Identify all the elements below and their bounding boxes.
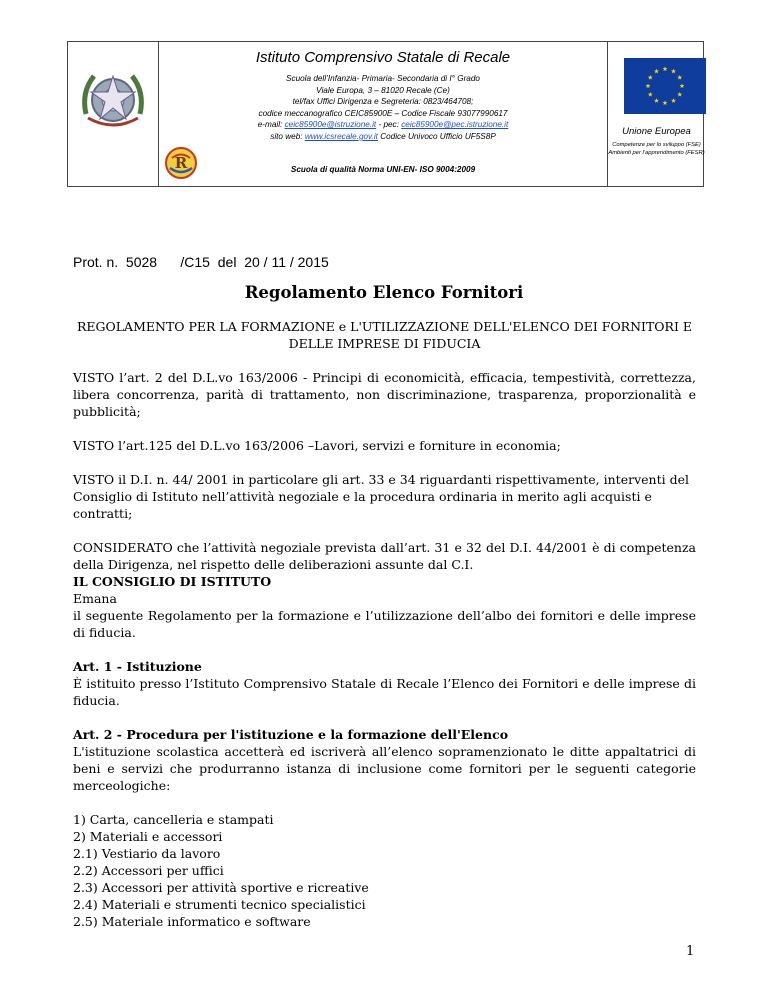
council-heading: IL CONSIGLIO DI ISTITUTO (73, 574, 272, 589)
eu-title: Unione Europea (622, 126, 691, 137)
list-item: 2.5) Materiale informatico e software (73, 914, 311, 929)
article-1-title: Art. 1 - Istituzione (73, 659, 202, 674)
email-prefix: e-mail: (257, 120, 285, 130)
document-body (73, 318, 696, 930)
web-prefix: sito web: (270, 131, 305, 141)
page-number: 1 (686, 944, 695, 959)
eu-flag-icon (624, 58, 706, 114)
eu-subtitle-line: Competenze per lo sviluppo (FSE) (612, 142, 701, 148)
document-title: Regolamento Elenco Fornitori (244, 283, 524, 302)
letterhead-left-cell (68, 42, 159, 186)
visto-paragraph-2: VISTO l’art.125 del D.L.vo 163/2006 –Lavori, servizi e forniture in economia; (73, 438, 561, 453)
pec-link[interactable]: ceic85900e@pec.istruzione.it (401, 120, 509, 130)
details-line: tel/fax Uffici Dirigenza e Segreteria: 0823/464708; (292, 97, 474, 107)
email-link[interactable]: ceic85900e@istruzione.it (284, 120, 377, 130)
letterhead-right-cell (607, 42, 705, 186)
details-line: Scuola dell’Infanzia- Primaria- Secondaria di I° Grado (286, 74, 480, 83)
website-link[interactable]: www.icsrecale.gov.it (304, 131, 378, 141)
contact-line (159, 119, 607, 131)
list-item: 2) Materiali e accessori (73, 829, 223, 844)
office-code: Codice Univoco Ufficio UF5S8P (377, 131, 496, 141)
emana-text: il seguente Regolamento per la formazione e l’utilizzazione dell’albo dei fornitori e delle imprese di fiducia. (73, 608, 696, 640)
eu-subtitle-line: Ambienti per l’apprendimento (FESR) (608, 150, 705, 156)
considerato-paragraph: CONSIDERATO che l’attività negoziale prevista dall’art. 31 e 32 del D.I. 44/2001 è di competenza della Dirigenza, nel rispetto delle deliberazioni assunte dal C.I. (73, 540, 696, 572)
list-item: 2.4) Materiali e strumenti tecnico specialistici (73, 897, 366, 912)
list-item: 1) Carta, cancelleria e stampati (73, 812, 274, 827)
list-item: 2.1) Vestiario da lavoro (73, 846, 221, 861)
letterhead (67, 41, 704, 187)
institute-details (159, 73, 607, 143)
quality-logo-letter: R (174, 154, 188, 172)
list-item: 2.2) Accessori per uffici (73, 863, 224, 878)
article-2-text: L'istituzione scolastica accetterà ed iscriverà all’elenco sopramenzionato le ditte appaltatrici di beni e servizi che produrranno istanza di inclusione come fornitori per le seguenti categorie merceologiche: (73, 744, 696, 793)
emana-label: Emana (73, 591, 117, 606)
eu-subtitle (608, 141, 705, 157)
letterhead-center-cell (159, 42, 607, 186)
article-1-text: È istituito presso l’Istituto Comprensivo Statale di Recale l’Elenco dei Fornitori e delle imprese di fiducia. (73, 676, 696, 708)
list-item: 2.3) Accessori per attività sportive e ricreative (73, 880, 369, 895)
visto-paragraph-3: VISTO il D.I. n. 44/ 2001 in particolare gli art. 33 e 34 riguardanti rispettivamente, interventi del Consiglio di Istituto nell’attività negoziale e la procedura ordinaria in merito agli acquisti e contratti; (73, 472, 689, 521)
article-2-title: Art. 2 - Procedura per l'istituzione e la formazione dell'Elenco (73, 727, 509, 742)
institute-name: Istituto Comprensivo Statale di Recale (255, 49, 511, 66)
protocol-number: Prot. n. 5028 /C15 del 20 / 11 / 2015 (73, 254, 329, 270)
subtitle: REGOLAMENTO PER LA FORMAZIONE e L'UTILIZZAZIONE DELL'ELENCO DEI FORNITORI E DELLE IMPRESE DI FIDUCIA (76, 319, 693, 351)
italian-republic-emblem-icon (78, 62, 148, 136)
pec-prefix: - pec: (376, 120, 402, 130)
quality-certification: Scuola di qualità Norma UNI-EN- ISO 9004:2009 (290, 165, 476, 174)
visto-paragraph-1: VISTO l’art. 2 del D.L.vo 163/2006 - Principi di economicità, efficacia, tempestività, correttezza, libera concorrenza, parità di trattamento, non discriminazione, trasparenza, proporzionalità e pubblicità; (73, 370, 696, 419)
details-line: Viale Europa, 3 – 81020 Recale (Ce) (316, 85, 450, 95)
quality-logo-icon (164, 146, 198, 180)
details-line: codice meccanografico CEIC85900E – Codice Fiscale 93077990617 (258, 108, 508, 118)
web-line (159, 131, 607, 143)
